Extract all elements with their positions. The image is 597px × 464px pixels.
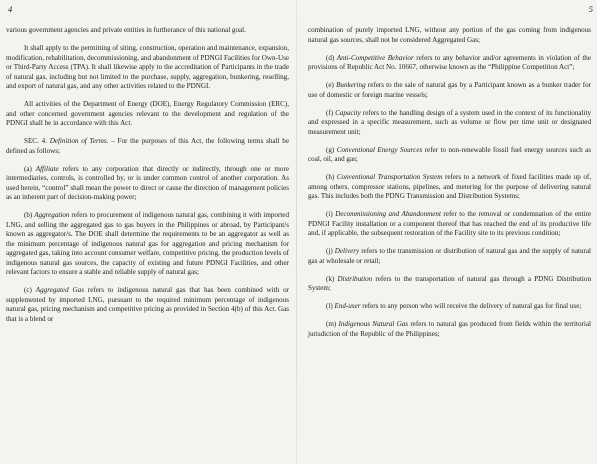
page-body [6, 26, 289, 333]
page-gutter [296, 0, 297, 464]
definition-paragraph: (b) Aggregation refers to procurement of indigenous natural gas, combining it with imported LNG, and selling the aggregated gas to gas buyers in the Philippines or abroad, by Participant/s known as aggregator/s. The DOE shall determine the requirements to be an aggregator as well as the minimum percentage of indigenous natural gas for aggregation and pricing mechanism for aggregated gas, taking into account consumer welfare, competitive pricing, the production levels of indigenous natural gas sources, the capacity of existing and future PDNGI Facilities, and other relevant factors to ensure a stable and reliable supply of natural gas; [6, 211, 289, 276]
paragraph: various government agencies and private entities in furtherance of this national goal. [6, 26, 246, 34]
section-title: Definition of Terms. [49, 137, 109, 145]
definition-paragraph: (a) Affiliate refers to any corporation that directly or indirectly, through one or more intermediaries, controls, is controlled by, or is under common control of another corporation. As used herein, “control” shall mean the power to direct or cause the direction of management policies as an inherent part of decision-making power; [6, 164, 289, 201]
page-number: 5 [588, 4, 593, 14]
defined-term: Aggregated Gas [35, 286, 84, 294]
defined-term: Indigenous Natural Gas [338, 320, 409, 328]
defined-term: Distribution [337, 274, 373, 283]
section-heading-paragraph: SEC. 4. Definition of Terms. – For the purposes of this Act, the following terms shall be defined as follows; [6, 137, 289, 155]
right-page [308, 0, 591, 464]
definition-paragraph: (k) Distribution refers to the transportation of natural gas through a PDNG Distribution System; [308, 274, 591, 292]
definition-paragraph: (c) Aggregated Gas refers to indigenous natural gas that has been combined with or supplemented by imported LNG, pursuant to the required minimum percentage of indigenous natural gas, pricing mechanism and competitive pricing as provided in Section 4(b) of this Act. Gas that is a blend or [6, 286, 289, 323]
paragraph: It shall apply to the permitting of siting, construction, operation and maintenance, expansion, modification, rehabilitation, decommissioning, and abandonment of PDNGI Facilities for Own-Use or Third-Party Access (TPA). It shall likewise apply to the accreditation of Participants in the trade of natural gas, including but not limited to the purchase, supply, aggregation, bunkering, reselling, and export of natural gas, and any other activities related to the PDNGI. [6, 44, 289, 90]
defined-term: Conventional Energy Sources [336, 145, 423, 154]
defined-term: Decommissioning and Abandonment [335, 210, 441, 218]
definition-paragraph: (l) End-user refers to any person who will receive the delivery of natural gas for final use; [326, 302, 582, 310]
defined-term: End-user [334, 302, 361, 310]
paragraph: combination of purely imported LNG, without any portion of the gas coming from indigenous natural gas sources, shall not be considered Aggregated Gas; [308, 26, 591, 44]
definition-paragraph: (g) Conventional Energy Sources refer to non-renewable fossil fuel energy sources such as coal, oil, and gas; [308, 145, 592, 163]
page-number: 4 [8, 4, 13, 14]
defined-term: Delivery [334, 247, 360, 255]
definition-paragraph: (i) Decommissioning and Abandonment refer to the removal or condemnation of the entire PDNGI Facility installation or a component thereof that has reached the end of its productive life and, if applicable, the subsequent restoration of the Facility site to its previous condition; [308, 210, 591, 237]
defined-term: Aggregation [34, 211, 70, 219]
definition-paragraph: (h) Conventional Transportation System refers to a network of fixed facilities made up of, among others, compressor stations, pipelines, and metering for the purpose of delivering natural gas. This includes both the PDNG Transmission and Distribution Systems; [308, 173, 591, 200]
left-page [6, 0, 289, 464]
definition-paragraph: (e) Bunkering refers to the sale of natural gas by a Participant known as a bunker trader for use of domestic or foreign marine vessels; [308, 81, 591, 99]
definition-paragraph: (d) Anti-Competitive Behavior refers to any behavior and/or agreements in violation of the provisions of Republic Act No. 10667, otherwise known as the “Philippine Competition Act”; [308, 53, 591, 71]
definition-paragraph: (m) Indigenous Natural Gas refers to natural gas produced from fields within the territorial jurisdiction of the Republic of the Philippines; [308, 320, 591, 338]
defined-term: Capacity [335, 108, 361, 117]
page-body [308, 26, 591, 348]
defined-term: Affiliate [35, 164, 59, 173]
defined-term: Bunkering [336, 81, 366, 89]
defined-term: Conventional Transportation System [336, 173, 443, 181]
definition-paragraph: (f) Capacity refers to the handling design of a system used in the context of its functionality and expressed in a specific measurement, such as volume or flow per time unit or designated measurement unit; [308, 108, 591, 136]
defined-term: Anti-Competitive Behavior [336, 53, 414, 62]
definition-paragraph: (j) Delivery refers to the transmission or distribution of natural gas and the supply of natural gas at wholesale or retail; [308, 247, 591, 265]
paragraph: All activities of the Department of Energy (DOE), Energy Regulatory Commission (ERC), and other concerned government agencies relevant to the development and regulation of the PDNGI shall be in accordance with this Act. [6, 100, 289, 127]
